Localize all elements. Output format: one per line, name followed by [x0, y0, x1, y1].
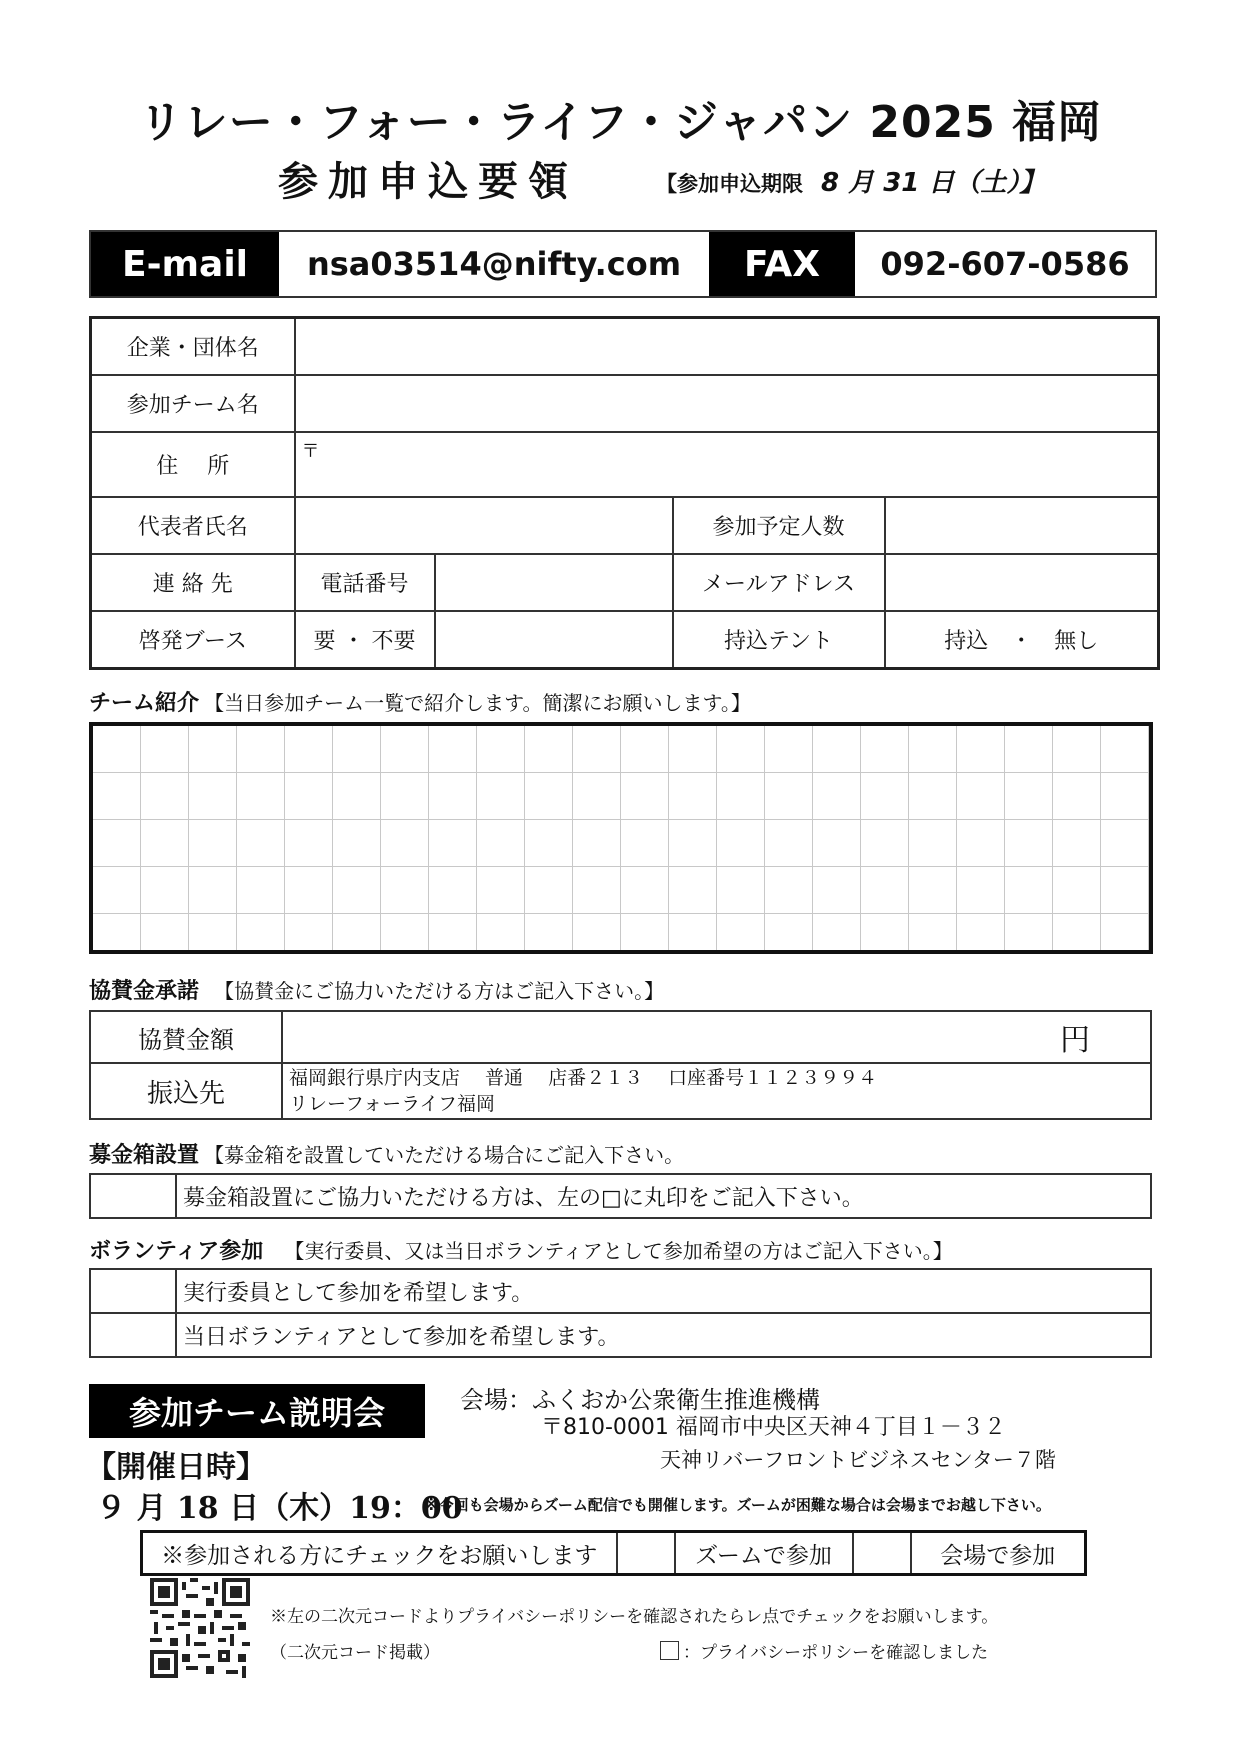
sponsorship-note: 【協賛金にご協力いただける方はご記入下さい。】: [214, 979, 665, 1003]
headcount-input[interactable]: [885, 497, 1159, 554]
contact-label: 連 絡 先: [91, 554, 295, 611]
rep-input[interactable]: [295, 497, 673, 554]
postal-mark: 〒: [301, 441, 320, 462]
venue-option-label: 会場で参加: [911, 1532, 1086, 1575]
company-input[interactable]: [295, 318, 1159, 376]
donation-box-title: 募金箱設置: [89, 1143, 200, 1168]
privacy-confirm-label: ：プライバシーポリシーを確認しました: [683, 1643, 989, 1663]
sponsorship-table: [89, 1010, 1152, 1120]
check-prompt: ※参加される方にチェックをお願いします: [142, 1532, 617, 1575]
bank-line-1: 福岡銀行県庁内支店 普通 店番２１３ 口座番号１１２３９９４: [289, 1067, 878, 1089]
volunteer-title: ボランティア参加: [89, 1239, 264, 1264]
venue-line-2: 〒810-0001 福岡市中央区天神４丁目１－３２: [541, 1415, 1006, 1440]
email-value[interactable]: nsa03514@nifty.com: [306, 245, 682, 283]
team-intro-note: 【当日参加チーム一覧で紹介します。簡潔にお願いします。】: [204, 691, 751, 715]
registration-form: [89, 316, 1160, 670]
qr-caption: （二次元コード掲載）: [270, 1643, 440, 1663]
briefing-datetime: ９ 月 18 日（木）19：00: [96, 1491, 463, 1526]
team-label: 参加チーム名: [91, 375, 295, 432]
datetime-label: 【開催日時】: [86, 1450, 266, 1485]
email-label: E-mail: [91, 232, 279, 296]
donation-box-heading: [89, 1138, 684, 1169]
volunteer-heading: [89, 1234, 953, 1265]
privacy-checkbox[interactable]: [660, 1641, 679, 1660]
privacy-confirm: [660, 1638, 988, 1663]
zoom-option-label: ズームで参加: [675, 1532, 853, 1575]
venue-line-1: 会場：ふくおか公衆衛生推進機構: [460, 1386, 820, 1414]
sponsorship-title: 協賛金承諾: [89, 979, 200, 1004]
venue-checkbox[interactable]: [853, 1532, 911, 1575]
amount-input[interactable]: [282, 1011, 1151, 1063]
team-intro-title: チーム紹介: [89, 691, 200, 716]
mail-input[interactable]: [885, 554, 1159, 611]
team-input[interactable]: [295, 375, 1159, 432]
company-label: 企業・団体名: [91, 318, 295, 376]
volunteer-note: 【実行委員、又は当日ボランティアとして参加希望の方はご記入下さい。】: [284, 1239, 953, 1263]
bank-line-2: リレーフォーライフ福岡: [289, 1093, 495, 1115]
privacy-instruction: ※左の二次元コードよりプライバシーポリシーを確認されたらレ点でチェックをお願いします。: [270, 1607, 999, 1627]
fax-value: 092-607-0586: [880, 245, 1130, 283]
currency: 円: [1060, 1023, 1090, 1058]
booth-label: 啓発ブース: [91, 611, 295, 669]
deadline-date: 8 月 31 日（土）】: [821, 168, 1046, 198]
committee-checkbox[interactable]: [90, 1269, 176, 1313]
phone-input[interactable]: [435, 554, 673, 611]
donation-box-table: [89, 1173, 1152, 1219]
briefing-title: 参加チーム説明会: [89, 1384, 425, 1438]
venue-line-3: 天神リバーフロントビジネスセンター７階: [660, 1448, 1056, 1472]
page-subtitle: 参加申込要領: [278, 159, 578, 205]
zoom-notice: ※今回も会場からズーム配信でも開催します。ズームが困難な場合は会場までお越し下さい。: [424, 1496, 1051, 1514]
sponsorship-heading: [89, 974, 664, 1005]
donation-box-checkbox[interactable]: [90, 1174, 176, 1218]
team-intro-grid[interactable]: [89, 722, 1153, 954]
phone-label: 電話番号: [295, 554, 435, 611]
donation-box-note: 【募金箱を設置していただける場合にご記入下さい。: [204, 1143, 685, 1167]
tent-options[interactable]: 持込 ・ 無し: [885, 611, 1159, 669]
deadline: [656, 162, 1045, 199]
donation-box-row: 募金箱設置にご協力いただける方は、左の□に丸印をご記入下さい。: [176, 1174, 1151, 1218]
qr-code-icon[interactable]: [150, 1578, 250, 1678]
headcount-label: 参加予定人数: [673, 497, 885, 554]
transfer-label: 振込先: [90, 1063, 282, 1119]
booth-input[interactable]: [435, 611, 673, 669]
zoom-checkbox[interactable]: [617, 1532, 675, 1575]
contact-bar: [89, 230, 1157, 298]
address-input[interactable]: [295, 432, 1159, 497]
team-intro-heading: [89, 686, 751, 717]
committee-row: 実行委員として参加を希望します。: [176, 1269, 1151, 1313]
tent-label: 持込テント: [673, 611, 885, 669]
volunteer-table: [89, 1268, 1152, 1358]
dayof-volunteer-row: 当日ボランティアとして参加を希望します。: [176, 1313, 1151, 1357]
page-title: リレー・フォー・ライフ・ジャパン 2025 福岡: [138, 97, 1103, 148]
dayof-volunteer-checkbox[interactable]: [90, 1313, 176, 1357]
deadline-label: 【参加申込期限: [656, 172, 803, 196]
amount-label: 協賛金額: [90, 1011, 282, 1063]
address-label: 住 所: [91, 432, 295, 497]
mail-label: メールアドレス: [673, 554, 885, 611]
attendance-check-table: [140, 1530, 1087, 1576]
fax-label: FAX: [709, 232, 855, 296]
booth-options[interactable]: 要 ・ 不要: [295, 611, 435, 669]
rep-label: 代表者氏名: [91, 497, 295, 554]
